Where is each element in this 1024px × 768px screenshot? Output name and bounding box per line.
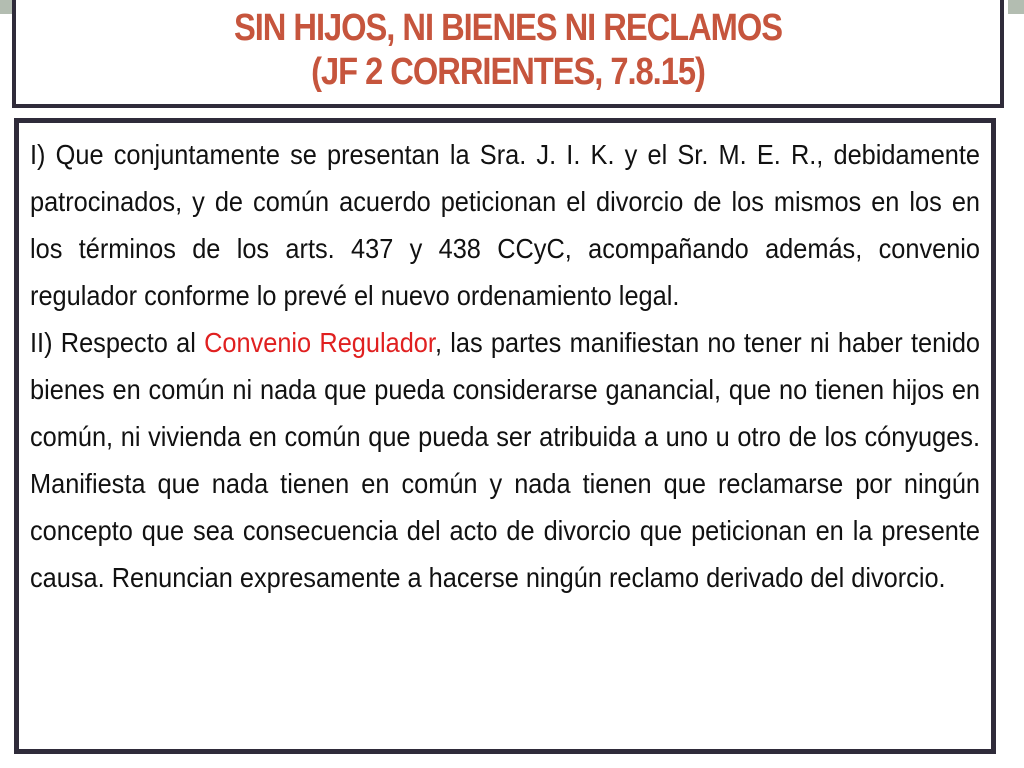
- paragraph-2-rest: , las partes manifiestan no tener ni haber tenido bienes en común ni nada que pueda considerarse ganancial, que no tienen hijos en común, ni vivienda en común que pueda ser atribuida a uno u otro de los cónyuges. Manifiesta que nada tienen en común y nada tienen que reclamarse por ningún concepto que sea consecuencia del acto de divorcio que peticionan en la presente causa. Renuncian expresamente a hacerse ningún reclamo derivado del divorcio.: [30, 327, 981, 593]
- paragraph-1: I) Que conjuntamente se presentan la Sra. J. I. K. y el Sr. M. E. R., debidamente patrocinados, y de común acuerdo peticionan el divorcio de los mismos en los en los términos de los arts. 437 y 438 CCyC, acompañando además, convenio regulador conforme lo prevé el nuevo ordenamiento legal.: [30, 139, 981, 311]
- slide-title-box: [12, 0, 1004, 108]
- slide-body-box: [14, 118, 996, 754]
- corner-accent-right: [1008, 0, 1024, 14]
- convenio-regulador-highlight: Convenio Regulador: [204, 327, 435, 358]
- slide-title-line-1: SIN HIJOS, NI BIENES NI RECLAMOS: [233, 7, 783, 49]
- slide-title-line-2: (JF 2 CORRIENTES, 7.8.15): [311, 51, 705, 93]
- body-text-container: [30, 131, 980, 601]
- paragraph-2: [30, 319, 980, 601]
- paragraph-2-intro: II) Respecto al: [30, 327, 205, 358]
